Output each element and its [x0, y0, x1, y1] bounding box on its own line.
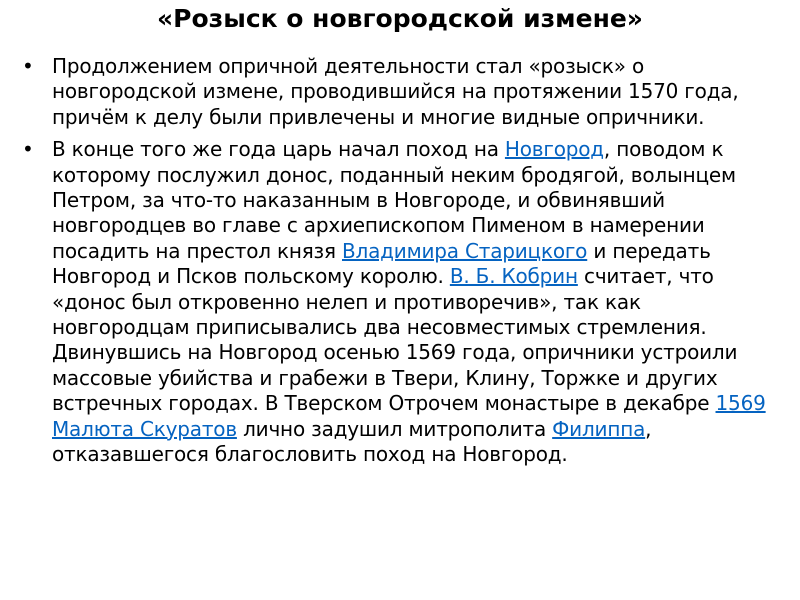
link-filipp[interactable]: Филиппа	[552, 416, 646, 441]
paragraph-2-text-part-7: , отказавшегося благословить поход на Новгород.	[52, 416, 652, 467]
paragraph-2-text-part-3: и передать Новгород и Псков польскому королю.	[52, 238, 711, 289]
bullet-item-1	[22, 54, 782, 130]
paragraph-2-text-part-4: считает, что «донос был откровенно нелеп и противоречив», так как новгородцам приписывались два несовместимых стремления. Двинувшись на Новгород осенью 1569 года, опричники устроили массовые убийства и грабежи в Твери, Клину, Торжке и других встречных городах. В Тверском Отрочем монастыре в декабре	[52, 264, 738, 416]
link-malyuta-skuratov[interactable]: Малюта Скуратов	[52, 416, 237, 441]
link-novgorod[interactable]: Новгород	[504, 137, 604, 162]
bullet-list	[22, 54, 782, 475]
link-vladimir-staritsky[interactable]: Владимира Старицкого	[342, 238, 588, 263]
paragraph-2-text-part-1: В конце того же года царь начал поход на	[52, 137, 505, 162]
bullet-icon: •	[22, 137, 34, 162]
paragraph-1-text: Продолжением опричной деятельности стал «розыск» о новгородской измене, проводившийся на протяжении 1570 года, причём к делу были привлечены и многие видные опричники.	[52, 54, 739, 129]
link-year-1569[interactable]: 1569	[715, 391, 766, 416]
bullet-icon: •	[22, 54, 34, 78]
link-kobrin[interactable]: В. Б. Кобрин	[449, 264, 578, 289]
paragraph-2-text-part-2: , поводом к которому послужил донос, поданный неким бродягой, волынцем Петром, за что-то наказанным в Новгороде, и обвинявший новгородцев во главе с архиепископом Пименом в намерении посадить на престол князя	[52, 137, 736, 263]
slide-title: «Розыск о новгородской измене»	[157, 4, 643, 33]
paragraph-2-text-part-6: лично задушил митрополита	[236, 416, 553, 441]
bullet-item-2	[22, 137, 782, 467]
